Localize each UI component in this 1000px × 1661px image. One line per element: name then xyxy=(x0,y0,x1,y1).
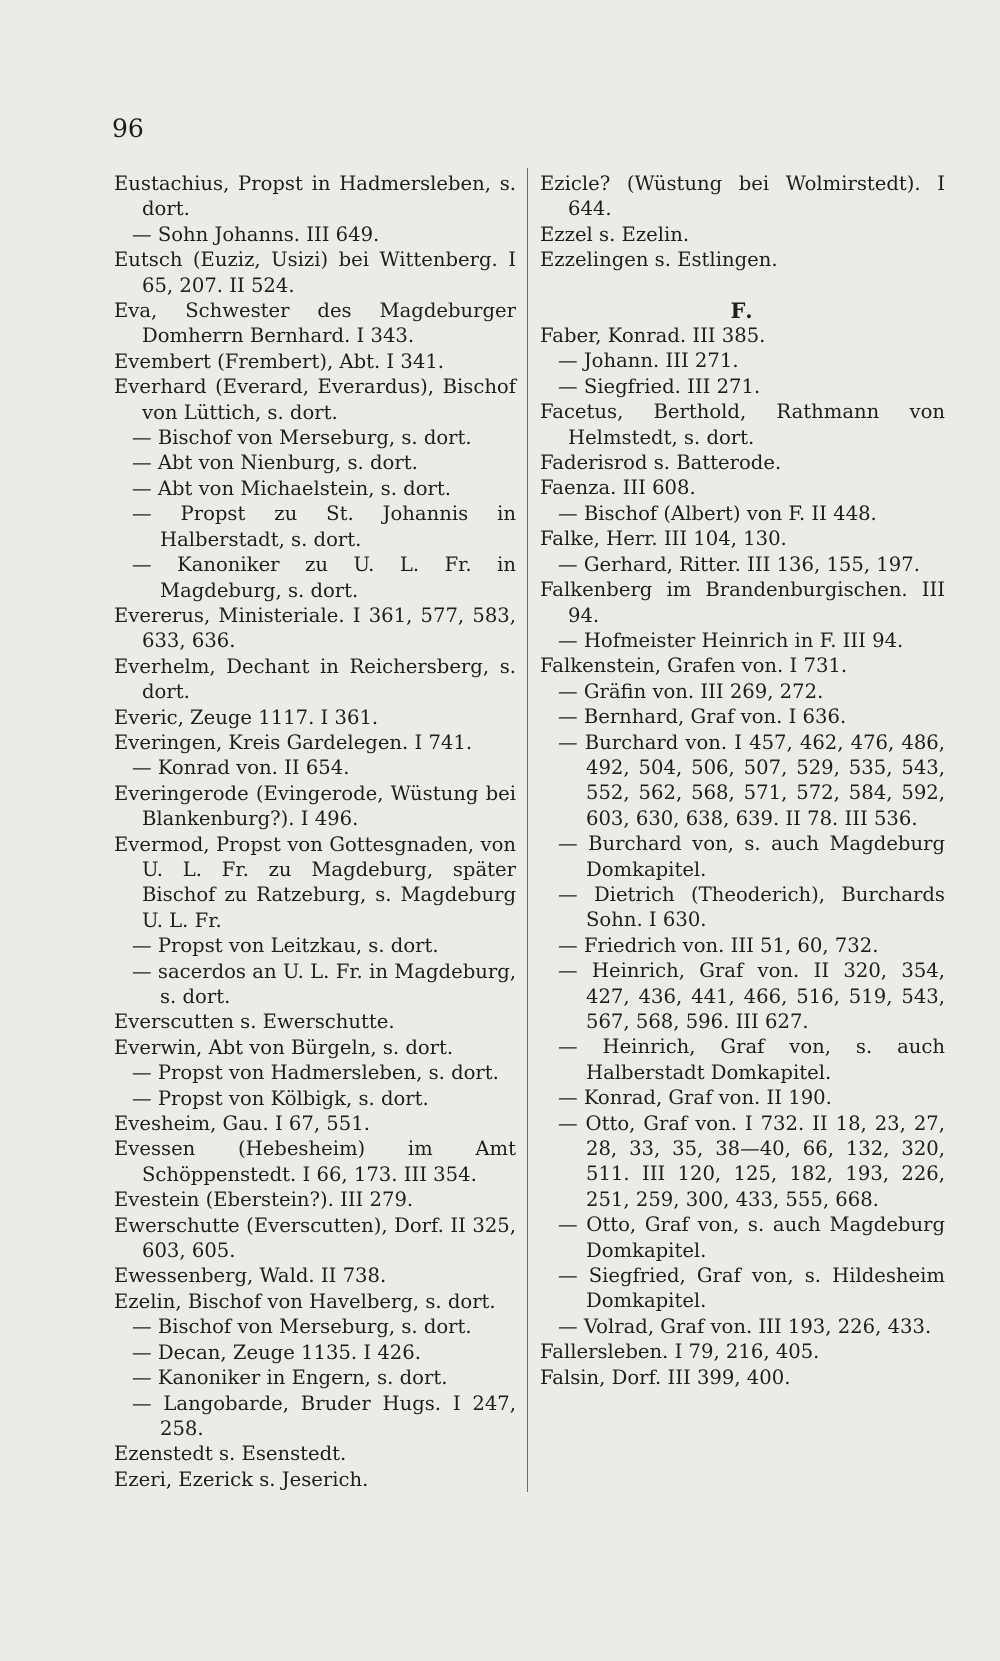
page-number: 96 xyxy=(112,114,144,143)
index-column-left xyxy=(114,171,516,1492)
index-entry: Eustachius, Propst in Hadmersleben, s. dort. xyxy=(114,172,516,221)
index-entry: Ezzelingen s. Estlingen. xyxy=(540,248,778,272)
index-subentry: — Burchard von, s. auch Magdeburg Domkapitel. xyxy=(558,832,945,881)
index-subentry: — Johann. III 271. xyxy=(558,349,739,373)
index-entry: Ezelin, Bischof von Havelberg, s. dort. xyxy=(114,1289,496,1313)
index-subentry: — Kanoniker in Engern, s. dort. xyxy=(132,1366,448,1390)
section-gap xyxy=(540,273,945,298)
index-subentry: — Konrad, Graf von. II 190. xyxy=(558,1086,832,1110)
index-subentry: — Bischof von Merseburg, s. dort. xyxy=(132,426,472,450)
index-entry: Everic, Zeuge 1117. I 361. xyxy=(114,705,379,729)
index-subentry: — Siegfried. III 271. xyxy=(558,374,761,398)
index-entry: Ewerschutte (Everscutten), Dorf. II 325, 603, 605. xyxy=(114,1213,516,1263)
index-subentry: — Dietrich (Theoderich), Burchards Sohn. I 630. xyxy=(558,882,945,932)
index-entry: Evessen (Hebesheim) im Amt Schöppenstedt. I 66, 173. III 354. xyxy=(114,1137,516,1186)
index-entry: Evestein (Eberstein?). III 279. xyxy=(114,1188,414,1212)
index-subentry: — Abt von Michaelstein, s. dort. xyxy=(132,476,451,500)
index-entry: Eva, Schwester des Magdeburger Domherrn Bernhard. I 343. xyxy=(114,299,516,348)
index-subentry: — Heinrich, Graf von. II 320, 354, 427, 436, 441, 466, 516, 519, 543, 567, 568, 596. III 627. xyxy=(558,959,945,1033)
index-subentry: — Otto, Graf von, s. auch Magdeburg Domkapitel. xyxy=(558,1213,945,1262)
index-entries-e-continued xyxy=(540,171,945,273)
index-subentry: — Konrad von. II 654. xyxy=(132,756,350,780)
index-entry: Everscutten s. Ewerschutte. xyxy=(114,1010,395,1034)
index-entry: Ewessenberg, Wald. II 738. xyxy=(114,1264,387,1288)
index-entry: Ezicle? (Wüstung bei Wolmirstedt). I 644. xyxy=(540,172,945,221)
index-column-right xyxy=(540,171,945,1390)
index-entry: Eutsch (Euziz, Usizi) bei Wittenberg. I 65, 207. II 524. xyxy=(114,248,516,297)
index-entry: Everingen, Kreis Gardelegen. I 741. xyxy=(114,730,473,754)
index-entry: Falsin, Dorf. III 399, 400. xyxy=(540,1365,791,1389)
index-subentry: — Volrad, Graf von. III 193, 226, 433. xyxy=(558,1314,932,1338)
index-subentry: — Abt von Nienburg, s. dort. xyxy=(132,451,418,475)
index-subentry: — Bernhard, Graf von. I 636. xyxy=(558,705,847,729)
index-subentry: — Heinrich, Graf von, s. auch Halberstadt Domkapitel. xyxy=(558,1035,945,1084)
index-entry: Everingerode (Evingerode, Wüstung bei Blankenburg?). I 496. xyxy=(114,781,516,831)
index-subentry: — Friedrich von. III 51, 60, 732. xyxy=(558,933,879,957)
index-entry: Ezeri, Ezerick s. Jeserich. xyxy=(114,1467,369,1491)
index-subentry: — Gräfin von. III 269, 272. xyxy=(558,679,824,703)
index-entry: Everwin, Abt von Bürgeln, s. dort. xyxy=(114,1035,454,1059)
index-subentry: — Decan, Zeuge 1135. I 426. xyxy=(132,1340,421,1364)
index-subentry: — Burchard von. I 457, 462, 476, 486, 492, 504, 506, 507, 529, 535, 543, 552, 562, 568, 571, 572, 584, 592, 603, 630, 638, 639. II 78. III 536. xyxy=(558,730,945,830)
index-subentry: — Propst von Kölbigk, s. dort. xyxy=(132,1086,429,1110)
index-entry: Evembert (Frembert), Abt. I 341. xyxy=(114,349,445,373)
index-entry: Evesheim, Gau. I 67, 551. xyxy=(114,1112,370,1136)
index-subentry: — Hofmeister Heinrich in F. III 94. xyxy=(558,628,904,652)
section-heading: F. xyxy=(730,297,755,323)
index-subentry: — sacerdos an U. L. Fr. in Magdeburg, s. dort. xyxy=(132,959,516,1008)
index-subentry: — Kanoniker zu U. L. Fr. in Magdeburg, s. dort. xyxy=(132,553,516,602)
index-entry: Faber, Konrad. III 385. xyxy=(540,324,766,348)
index-subentry: — Propst zu St. Johannis in Halberstadt, s. dort. xyxy=(132,502,516,551)
index-subentry: — Propst von Hadmersleben, s. dort. xyxy=(132,1061,499,1085)
index-entry: Ezenstedt s. Esenstedt. xyxy=(114,1442,347,1466)
index-entry: Falke, Herr. III 104, 130. xyxy=(540,527,787,551)
index-subentry: — Propst von Leitzkau, s. dort. xyxy=(132,934,439,958)
column-divider xyxy=(527,168,528,1492)
index-entry: Evermod, Propst von Gottesgnaden, von U. L. Fr. zu Magdeburg, später Bischof zu Ratzeburg, s. Magdeburg U. L. Fr. xyxy=(114,832,516,932)
index-subentry: — Gerhard, Ritter. III 136, 155, 197. xyxy=(558,552,920,576)
index-entry: Falkenstein, Grafen von. I 731. xyxy=(540,654,848,678)
index-subentry: — Langobarde, Bruder Hugs. I 247, 258. xyxy=(132,1391,516,1440)
index-entry: Faenza. III 608. xyxy=(540,476,696,500)
index-entry: Ezzel s. Ezelin. xyxy=(540,222,690,246)
index-subentry: — Sohn Johanns. III 649. xyxy=(132,222,380,246)
index-entry: Everhard (Everard, Everardus), Bischof von Lüttich, s. dort. xyxy=(114,375,516,424)
index-subentry: — Bischof (Albert) von F. II 448. xyxy=(558,501,877,525)
index-entry: Facetus, Berthold, Rathmann von Helmstedt, s. dort. xyxy=(540,400,945,449)
index-entry: Falkenberg im Brandenburgischen. III 94. xyxy=(540,578,945,627)
index-entry: Fallersleben. I 79, 216, 405. xyxy=(540,1340,820,1364)
index-subentry: — Bischof von Merseburg, s. dort. xyxy=(132,1315,472,1339)
index-entry: Everhelm, Dechant in Reichersberg, s. dort. xyxy=(114,654,516,704)
index-subentry: — Siegfried, Graf von, s. Hildesheim Domkapitel. xyxy=(558,1264,945,1313)
index-entry: Faderisrod s. Batterode. xyxy=(540,451,782,475)
index-subentry: — Otto, Graf von. I 732. II 18, 23, 27, 28, 33, 35, 38—40, 66, 132, 320, 511. III 120, 125, 182, 193, 226, 251, 259, 300, 433, 555, 668. xyxy=(558,1111,945,1211)
index-entry: Evererus, Ministeriale. I 361, 577, 583, 633, 636. xyxy=(114,603,516,653)
index-entries-f xyxy=(540,323,945,1390)
